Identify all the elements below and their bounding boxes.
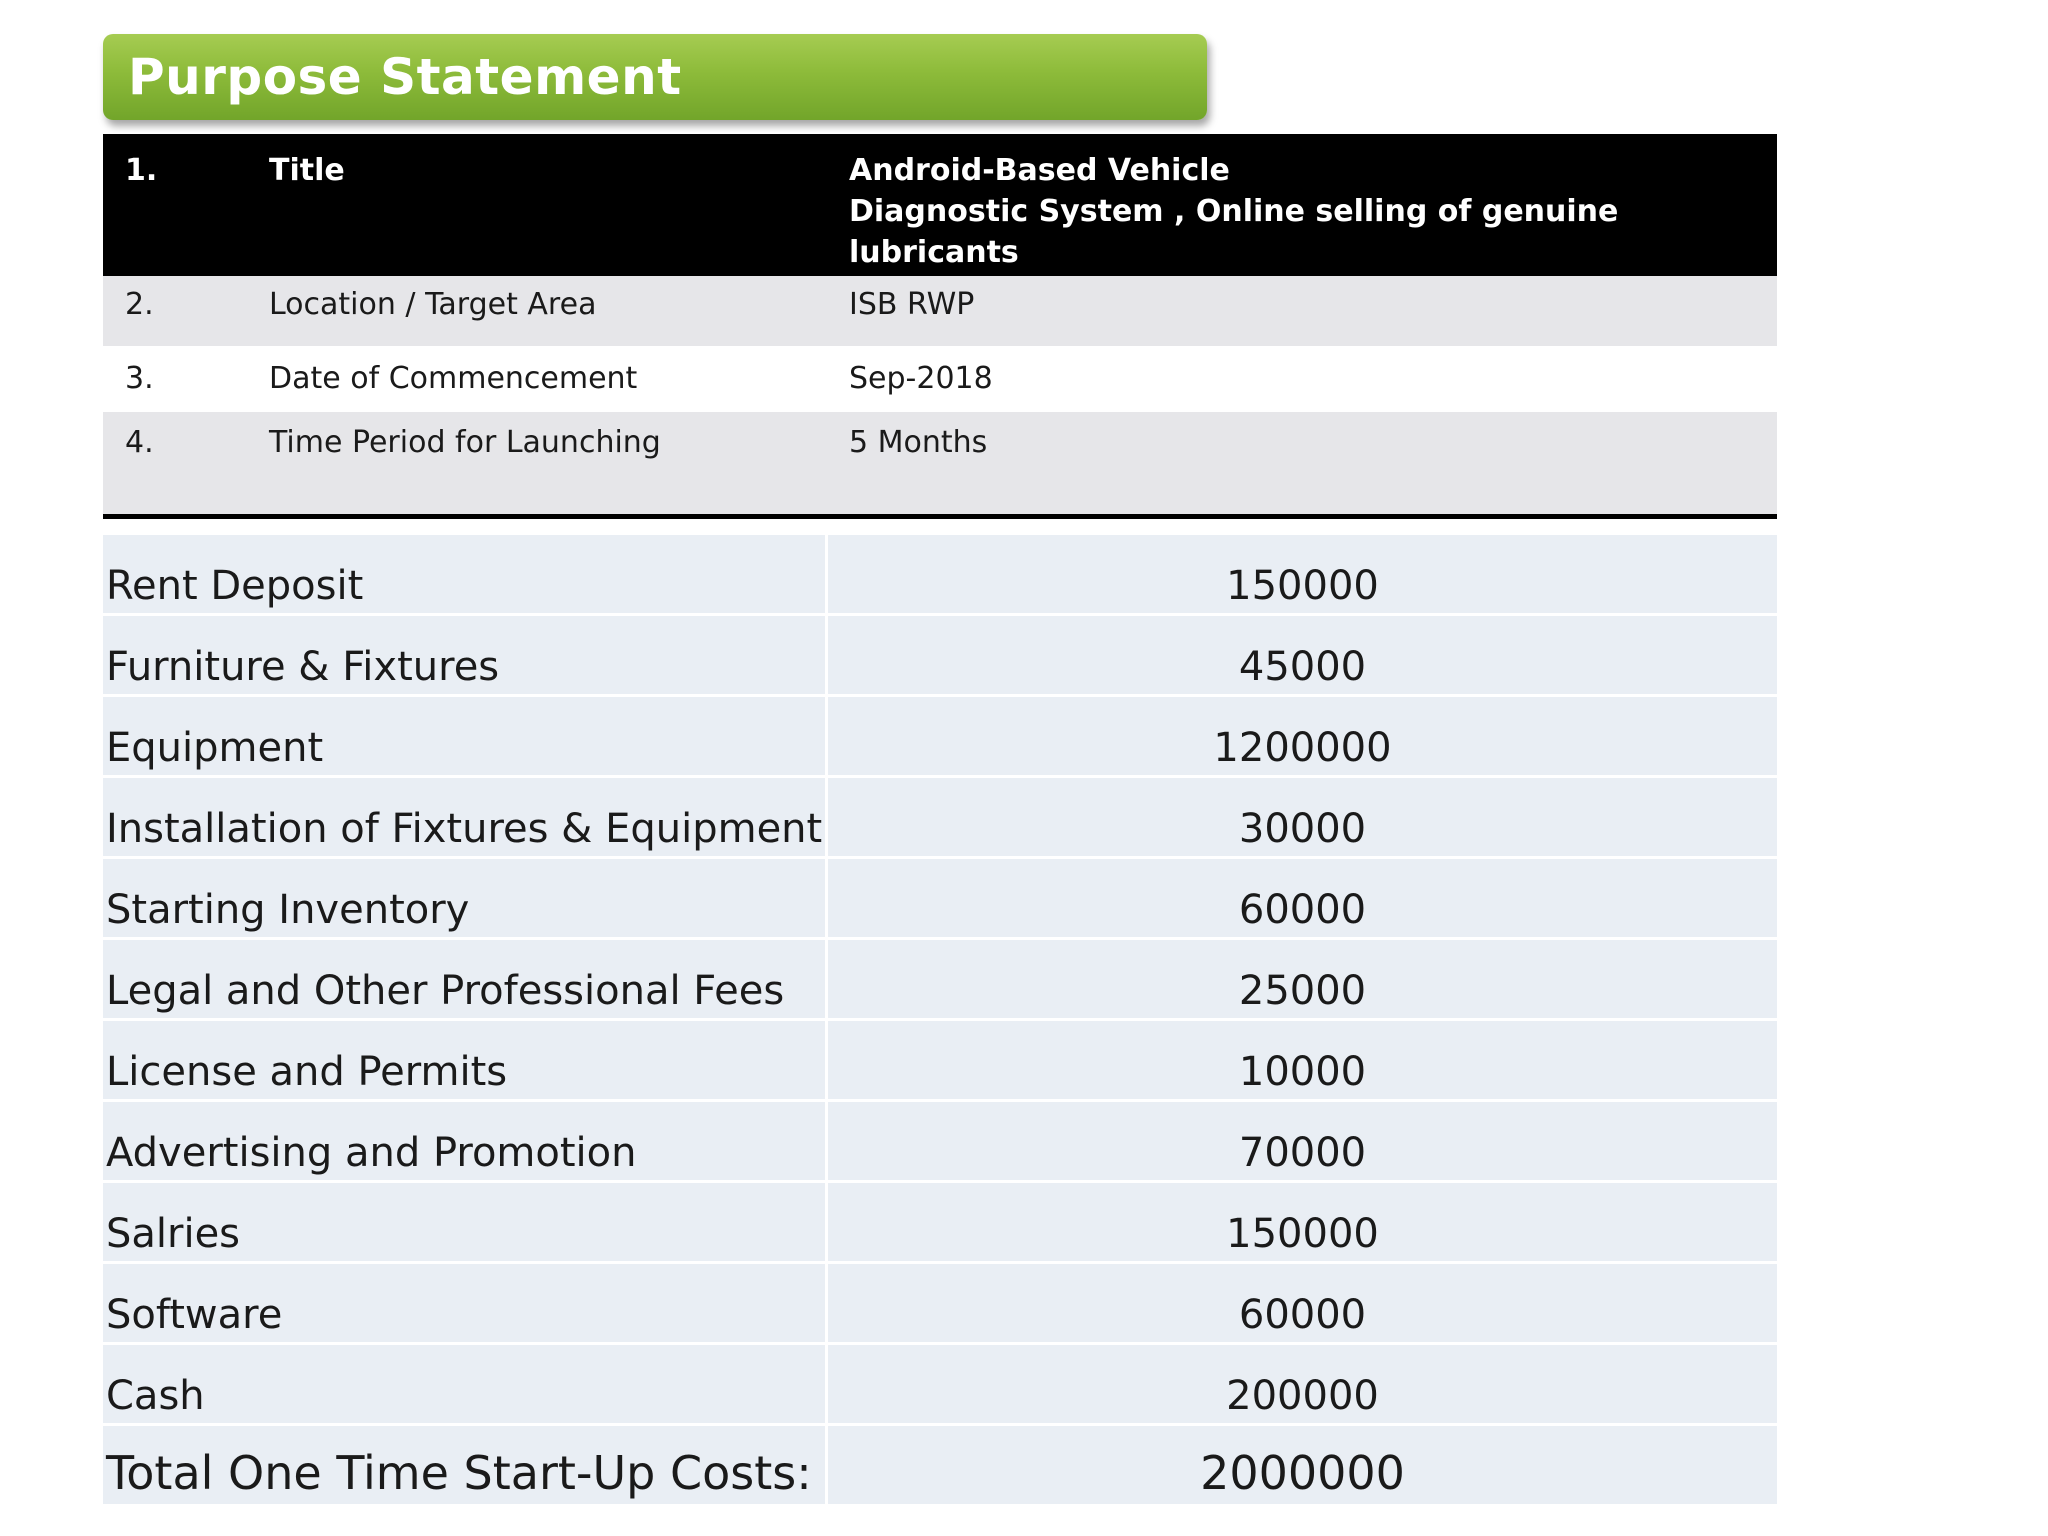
info-row-value: 5 Months: [849, 425, 988, 460]
info-row-label: Time Period for Launching: [269, 425, 661, 460]
page-title: Purpose Statement: [128, 48, 682, 106]
table-row: [103, 1021, 1777, 1102]
table-row: [103, 1264, 1777, 1345]
cost-value: 200000: [828, 1345, 1777, 1423]
cost-label: Equipment: [103, 697, 825, 775]
cost-label: Cash: [103, 1345, 825, 1423]
info-row-commencement: [103, 346, 1777, 412]
info-row-value: ISB RWP: [849, 287, 975, 322]
cost-label: Salries: [103, 1183, 825, 1261]
info-row-title: [103, 134, 1777, 276]
info-row-number: 2.: [125, 287, 154, 322]
table-row: [103, 535, 1777, 616]
table-row: [103, 1183, 1777, 1264]
cost-value: 60000: [828, 859, 1777, 937]
info-row-location: [103, 276, 1777, 346]
info-row-value-line2: Diagnostic System , Online selling of genuine lubricants: [849, 194, 1619, 270]
cost-value: 10000: [828, 1021, 1777, 1099]
table-row: [103, 1102, 1777, 1183]
total-label: Total One Time Start-Up Costs:: [103, 1426, 825, 1504]
info-row-number: 1.: [125, 153, 158, 188]
info-row-label: Date of Commencement: [269, 361, 638, 396]
purpose-statement-banner: [103, 34, 1207, 120]
info-row-number: 3.: [125, 361, 154, 396]
table-row: [103, 778, 1777, 859]
total-row: [103, 1426, 1777, 1507]
cost-label: Installation of Fixtures & Equipment: [103, 778, 825, 856]
info-row-time-period: [103, 412, 1777, 519]
table-row: [103, 1345, 1777, 1426]
cost-label: Software: [103, 1264, 825, 1342]
cost-value: 45000: [828, 616, 1777, 694]
cost-value: 70000: [828, 1102, 1777, 1180]
total-value: 2000000: [828, 1426, 1777, 1504]
cost-value: 30000: [828, 778, 1777, 856]
info-row-number: 4.: [125, 425, 154, 460]
cost-value: 60000: [828, 1264, 1777, 1342]
info-row-label: Location / Target Area: [269, 287, 597, 322]
cost-value: 1200000: [828, 697, 1777, 775]
cost-label: Starting Inventory: [103, 859, 825, 937]
cost-value: 150000: [828, 535, 1777, 613]
cost-label: License and Permits: [103, 1021, 825, 1099]
info-row-value-line1: Android-Based Vehicle: [849, 153, 1230, 188]
info-row-label: Title: [269, 153, 345, 188]
info-row-value: Sep-2018: [849, 361, 993, 396]
table-row: [103, 940, 1777, 1021]
cost-value: 150000: [828, 1183, 1777, 1261]
info-row-value: [849, 150, 1777, 273]
table-row: [103, 697, 1777, 778]
cost-label: Furniture & Fixtures: [103, 616, 825, 694]
cost-label: Rent Deposit: [103, 535, 825, 613]
table-row: [103, 859, 1777, 940]
cost-label: Advertising and Promotion: [103, 1102, 825, 1180]
startup-costs-table: [103, 535, 1777, 1507]
table-row: [103, 616, 1777, 697]
cost-value: 25000: [828, 940, 1777, 1018]
cost-label: Legal and Other Professional Fees: [103, 940, 825, 1018]
